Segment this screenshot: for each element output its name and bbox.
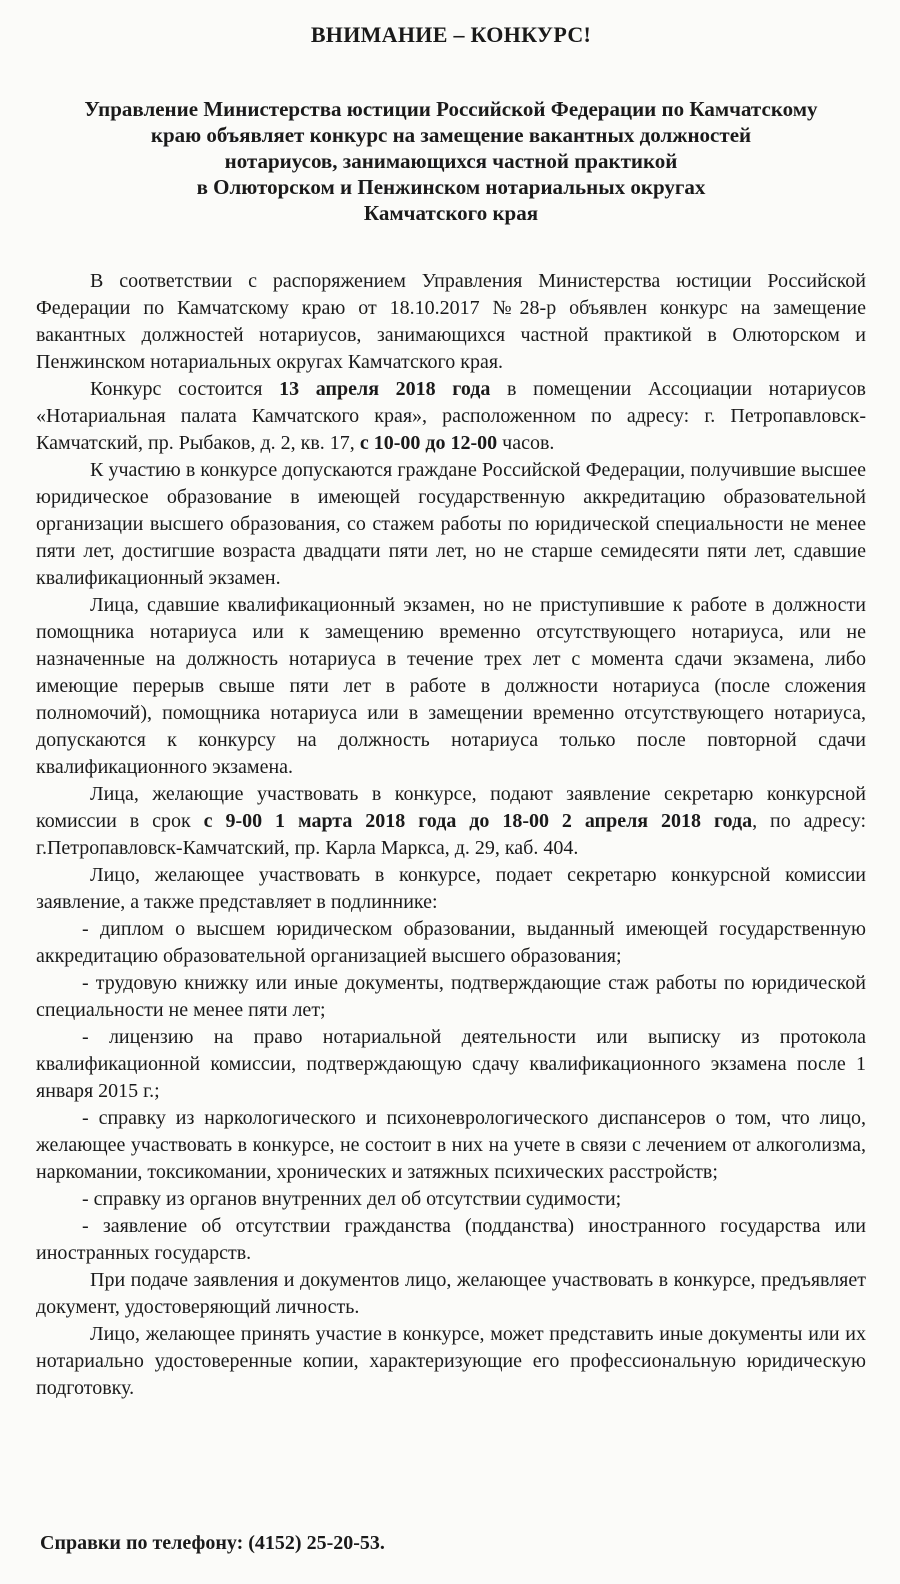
paragraph-application-period: [36, 781, 866, 862]
heading-line: нотариусов, занимающихся частной практикой: [224, 149, 678, 173]
list-item: - трудовую книжку или иные документы, подтверждающие стаж работы по юридической специальности не менее пяти лет;: [36, 972, 866, 1021]
list-item: - лицензию на право нотариальной деятельности или выписку из протокола квалификационной комиссии, подтверждающую сдачу квалификационного экзамена после 1 января 2015 г.;: [36, 1026, 866, 1102]
heading-line: в Олюторском и Пенжинском нотариальных округах: [196, 175, 706, 199]
paragraph-order-reference: В соответствии с распоряжением Управления Министерства юстиции Российской Федерации по Камчатскому краю от 18.10.2017 №28-р объявлен конкурс на замещение вакантных должностей нотариусов, занимающихся частной практикой в Олюторском и Пенжинском нотариальных округах Камчатского края.: [36, 270, 866, 373]
contest-time: с 10-00 до 12-00: [359, 432, 498, 454]
notice-body: [36, 268, 866, 1402]
application-address: , по адресу: г.Петропавловск-Камчатский, пр. Карла Маркса, д. 29, каб. 404.: [36, 810, 866, 859]
paragraph-reexam: Лица, сдавшие квалификационный экзамен, но не приступившие к работе в должности помощника нотариуса или к замещению временно отсутствующего нотариуса, или не назначенные на должность нотариуса в течение трех лет с момента сдачи экзамена, либо имеющие перерыв свыше пяти лет в работе в должности нотариуса (после сложения полномочий), помощника нотариуса или в замещении временно отсутствующего нотариуса, допускаются к конкурсу на должность нотариуса только после повторной сдачи квалификационного экзамена.: [36, 594, 866, 778]
application-lead: Лица, желающие участвовать в конкурсе, подают заявление секретарю конкурсной комиссии в срок: [36, 783, 866, 832]
contest-date: 13 апреля 2018 года: [279, 378, 491, 400]
list-item: - диплом о высшем юридическом образовании, выданный имеющей государственную аккредитацию образовательной организацией высшего образования;: [36, 918, 866, 967]
list-item: - справку из наркологического и психоневрологического диспансеров о том, что лицо, желающее участвовать в конкурсе, не состоит в них на учете в связи с лечением от алкоголизма, наркомании, токсикомании, хронических и затяжных психических расстройств;: [36, 1107, 866, 1183]
contest-date-lead: Конкурс состоится: [90, 378, 280, 400]
heading-line: краю объявляет конкурс на замещение вакантных должностей: [150, 123, 752, 147]
paragraph-identity-document: При подаче заявления и документов лицо, желающее участвовать в конкурсе, предъявляет документ, удостоверяющий личность.: [36, 1269, 866, 1318]
announcement-heading: [36, 96, 866, 226]
application-period: с 9-00 1 марта 2018 года до 18-00 2 апреля 2018 года: [203, 810, 753, 832]
contest-venue: в помещении Ассоциации нотариусов «Нотариальная палата Камчатского края», расположенном по адресу: г. Петропавловск-Камчатский, пр. Рыбаков, д. 2, кв. 17,: [36, 378, 866, 454]
heading-line: Управление Министерства юстиции Российской Федерации по Камчатскому: [84, 97, 818, 121]
page-title: ВНИМАНИЕ – КОНКУРС!: [310, 22, 592, 47]
contest-time-suffix: часов.: [497, 432, 555, 454]
paragraph-contest-date: [36, 376, 866, 457]
paragraph-documents-intro: Лицо, желающее участвовать в конкурсе, подает секретарю конкурсной комиссии заявление, а также представляет в подлиннике:: [36, 864, 866, 913]
paragraph-additional-documents: Лицо, желающее принять участие в конкурсе, может представить иные документы или их нотариально удостоверенные копии, характеризующие его профессиональную юридическую подготовку.: [36, 1323, 866, 1399]
list-item: - справку из органов внутренних дел об отсутствии судимости;: [82, 1188, 622, 1210]
list-item: - заявление об отсутствии гражданства (подданства) иностранного государства или иностранных государств.: [36, 1215, 866, 1264]
paragraph-eligibility: К участию в конкурсе допускаются граждане Российской Федерации, получившие высшее юридическое образование в имеющей государственную аккредитацию образовательной организации высшего образования, со стажем работы по юридической специальности не менее пяти лет, достигшие возраста двадцати пяти лет, но не старше семидесяти пяти лет, сдавшие квалификационный экзамен.: [36, 459, 866, 589]
heading-line: Камчатского края: [363, 201, 539, 225]
contact-phone: Справки по телефону: (4152) 25-20-53.: [40, 1532, 385, 1554]
